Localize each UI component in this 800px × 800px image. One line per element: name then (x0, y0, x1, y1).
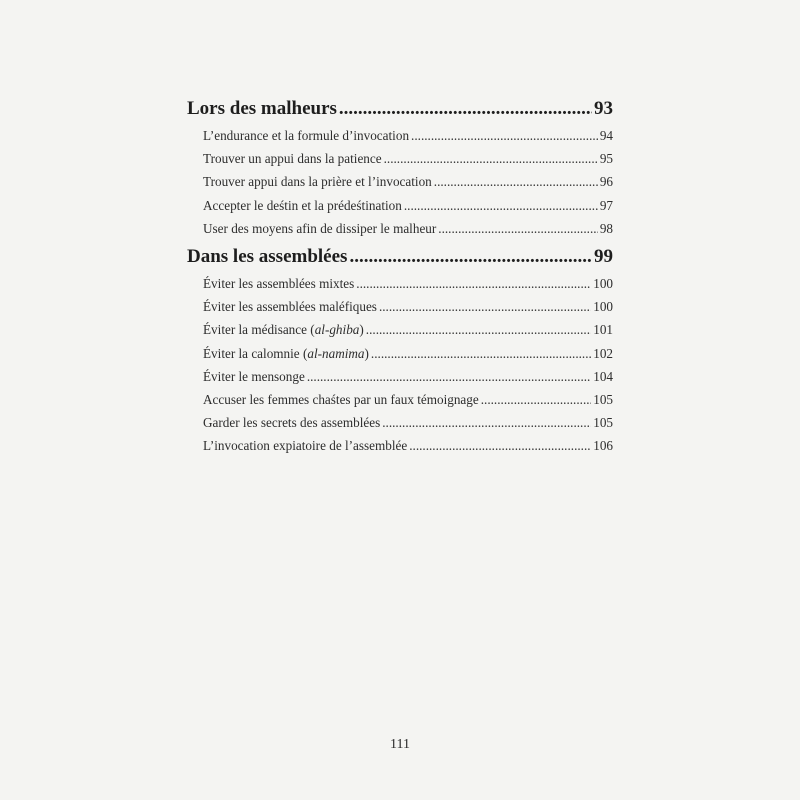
entry-title: Trouver un appui dans la patience (203, 151, 382, 167)
entry-title: L’endurance et la formule d’invocation (203, 128, 410, 143)
section-title: Dans les assemblées (187, 245, 348, 267)
toc-entry (187, 147, 613, 170)
entry-title: Éviter le mensonge (203, 368, 305, 384)
section-page-number: 93 (594, 98, 613, 119)
dot-leader (438, 217, 598, 240)
entry-page-number: 101 (593, 322, 613, 338)
entry-title (203, 318, 364, 341)
entry-title-text: Éviter la calomnie ( (203, 345, 308, 361)
toc-entry (187, 295, 613, 318)
page-number: 111 (390, 737, 410, 752)
entry-page-number: 95 (599, 151, 613, 167)
dot-leader (404, 194, 598, 217)
dot-leader (366, 318, 591, 341)
toc-entry (187, 194, 613, 217)
entry-title: Garder les secrets des assemblées (203, 415, 381, 431)
entry-page-number: 100 (593, 275, 613, 291)
toc-section-heading (187, 242, 613, 272)
section-title: Lors des malheurs (187, 98, 337, 119)
dot-leader (434, 170, 598, 193)
toc-entry (187, 411, 613, 434)
toc-entry (187, 365, 613, 388)
entry-title: Trouver appui dans la prière et l’invocation (203, 174, 432, 190)
entry-title-italic: al-ghiba (314, 322, 360, 338)
dot-leader (409, 434, 591, 457)
entry-page-number: 98 (599, 220, 613, 236)
entry-page-number: 105 (593, 415, 613, 431)
entry-page-number: 104 (593, 368, 613, 384)
toc-entry (187, 388, 613, 411)
entry-title: Éviter les assemblées maléfiques (203, 299, 377, 315)
dot-leader (356, 272, 591, 295)
entry-title: L’invocation expiatoire de l’assemblée (203, 438, 408, 454)
entry-title-text: ) (359, 322, 364, 338)
dot-leader (349, 242, 592, 272)
entry-page-number: 94 (599, 128, 613, 143)
entry-title-italic: al-namima (307, 345, 365, 361)
entry-page-number: 97 (599, 197, 613, 213)
toc-entry (187, 124, 613, 147)
table-of-contents (187, 94, 613, 457)
dot-leader (307, 365, 591, 388)
dot-leader (384, 147, 598, 170)
dot-leader (382, 411, 591, 434)
toc-entry (187, 342, 613, 365)
entry-page-number: 96 (599, 174, 613, 190)
dot-leader (371, 342, 591, 365)
entry-title-text: ) (364, 345, 369, 361)
entry-page-number: 102 (593, 345, 613, 361)
dot-leader (379, 295, 591, 318)
dot-leader (481, 388, 591, 411)
entry-title: Accuser les femmes chaśtes par un faux témoignage (203, 391, 479, 407)
entry-page-number: 105 (593, 391, 613, 407)
entry-title: Accepter le deśtin et la prédeśtination (203, 197, 402, 213)
toc-entry (187, 272, 613, 295)
entry-page-number: 106 (593, 438, 613, 454)
dot-leader (411, 124, 598, 147)
dot-leader (339, 94, 592, 124)
toc-entry (187, 170, 613, 193)
toc-entry (187, 217, 613, 240)
entry-title: Éviter les assemblées mixtes (203, 275, 355, 291)
section-page-number: 99 (594, 245, 613, 267)
entry-title: User des moyens afin de dissiper le malheur (203, 220, 437, 236)
toc-section (187, 94, 613, 240)
entry-page-number: 100 (593, 299, 613, 315)
toc-section (187, 242, 613, 458)
entry-title-text: Éviter la médisance ( (203, 322, 315, 338)
toc-entry (187, 434, 613, 457)
entry-title (203, 342, 369, 365)
toc-section-heading (187, 94, 613, 124)
toc-entry (187, 318, 613, 341)
